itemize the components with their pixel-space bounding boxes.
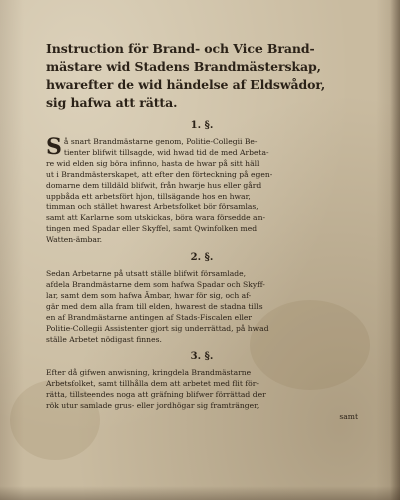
section-paragraph xyxy=(46,269,358,345)
section-paragraph xyxy=(46,368,358,423)
section-number: 1. §. xyxy=(190,120,214,131)
paragraph-line: tienter blifwit tillsagde, wid hwad tid de med Arbeta- xyxy=(63,147,269,157)
paragraph-line: domarne dem tilldäld blifwit, från hwarje hus eller gård xyxy=(46,180,262,190)
paragraph-line: Politie-Collegii Assistenter gjort sig underrättad, på hwad xyxy=(46,323,269,333)
paragraph-line: gär med dem alla fram till elden, hwarest de stadna tills xyxy=(46,301,263,311)
paragraph-line: ställe Arbetet nödigast finnes. xyxy=(46,334,162,344)
paragraph-line: en af Brandmästarne antingen af Stads-Fiscalen eller xyxy=(46,312,253,322)
document-title xyxy=(46,40,358,112)
page-edge-shadow xyxy=(0,486,400,500)
document-body xyxy=(46,40,358,423)
section-number: 3. §. xyxy=(190,351,214,363)
paragraph-line: å snart Brandmästarne genom, Politie-Collegii Be- xyxy=(63,137,258,146)
paragraph-line: Sedan Arbetarne på utsatt ställe blifwit församlade, xyxy=(46,269,247,279)
paragraph-line: tingen med Spadar eller Skyffel, samt Qwinfolken med xyxy=(46,224,258,234)
page-edge-shadow xyxy=(390,0,400,500)
section-paragraph xyxy=(46,134,358,246)
drop-cap: S xyxy=(46,134,62,160)
paragraph-line: uppbåda ett arbetsfört hjon, tillsägande hos en hwar, xyxy=(46,191,251,201)
title-line: mästare wid Stadens Brandmästerskap, xyxy=(46,59,321,74)
paragraph-line: afdela Brandmästarne dem som hafwa Spadar och Skyff- xyxy=(46,279,265,289)
paragraph-line: Watten-ämbar. xyxy=(46,235,103,245)
paragraph-line: ut i Brandmästerskapet, att efter den förteckning på egen- xyxy=(46,169,273,179)
title-line: sig hafwa att rätta. xyxy=(46,95,178,110)
section-number: 2. §. xyxy=(190,252,214,264)
paragraph-line: rätta, tillsteendes noga att gräfning blifwer förrättad der xyxy=(46,390,266,400)
paragraph-line: timman och stället hwarest Arbetsfolket bör församlas, xyxy=(46,202,259,212)
catchword: samt xyxy=(339,412,358,422)
title-line: Instruction för Brand- och Vice Brand- xyxy=(46,41,315,56)
paragraph-line: rök utur samlade grus- eller jordhögar sig framtränger, xyxy=(46,401,260,411)
paragraph-line: re wid elden sig böra infinno, hasta de hwar på sitt häll xyxy=(46,158,260,168)
paragraph-line: Arbetsfolket, samt tillhålla dem att arbetet med flit för- xyxy=(46,379,259,389)
title-line: hwarefter de wid händelse af Eldswådor, xyxy=(46,77,326,92)
paragraph-line: Efter då gifwen anwisning, kringdela Brandmästarne xyxy=(46,368,252,378)
paragraph-line: samt att Karlarne som utskickas, böra wara försedde an- xyxy=(46,213,266,223)
paragraph-line: lar, samt dem som hafwa Ämbar, hwar för sig, och af- xyxy=(46,290,252,300)
